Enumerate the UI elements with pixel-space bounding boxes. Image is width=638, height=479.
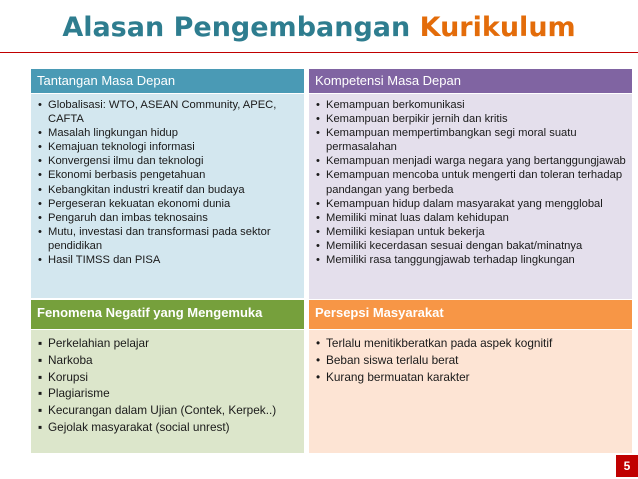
fenomena-body: [31, 330, 304, 453]
page-number: 5: [616, 455, 638, 477]
list-item: • Pengaruh dan imbas teknosains: [37, 211, 298, 225]
title-main: Alasan Pengembangan: [62, 12, 420, 43]
list-item: ▪ Plagiarisme: [37, 385, 298, 402]
list-item: ▪ Perkelahian pelajar: [37, 335, 298, 352]
list-item: • Mutu, investasi dan transformasi pada sektor pendidikan: [37, 225, 298, 253]
list-item: • Memiliki minat luas dalam kehidupan: [315, 211, 626, 225]
list-item: ▪ Kecurangan dalam Ujian (Contek, Kerpek..): [37, 402, 298, 419]
list-item: ▪ Narkoba: [37, 352, 298, 369]
list-item: • Kemampuan mempertimbangkan segi moral suatu permasalahan: [315, 126, 626, 154]
list-item: • Kemampuan berkomunikasi: [315, 98, 626, 112]
list-item: • Pergeseran kekuatan ekonomi dunia: [37, 197, 298, 211]
tantangan-header: Tantangan Masa Depan: [31, 69, 304, 93]
persepsi-list: [315, 335, 626, 386]
persepsi-body: [309, 330, 632, 453]
list-item: • Ekonomi berbasis pengetahuan: [37, 168, 298, 182]
persepsi-header: Persepsi Masyarakat: [309, 299, 632, 329]
list-item: ▪ Gejolak masyarakat (social unrest): [37, 419, 298, 436]
list-item: • Kemampuan menjadi warga negara yang bertanggungjawab: [315, 154, 626, 168]
list-item: ▪ Korupsi: [37, 369, 298, 386]
list-item: • Hasil TIMSS dan PISA: [37, 253, 298, 267]
list-item: • Konvergensi ilmu dan teknologi: [37, 154, 298, 168]
list-item: • Kemampuan hidup dalam masyarakat yang mengglobal: [315, 197, 626, 211]
list-item: • Memiliki kesiapan untuk bekerja: [315, 225, 626, 239]
fenomena-list: [37, 335, 298, 436]
list-item: • Kurang bermuatan karakter: [315, 369, 626, 386]
list-item: • Kemampuan berpikir jernih dan kritis: [315, 112, 626, 126]
list-item: • Beban siswa terlalu berat: [315, 352, 626, 369]
list-item: • Globalisasi: WTO, ASEAN Community, APEC, CAFTA: [37, 98, 298, 126]
list-item: • Masalah lingkungan hidup: [37, 126, 298, 140]
list-item: • Kemampuan mencoba untuk mengerti dan toleran terhadap pandangan yang berbeda: [315, 168, 626, 196]
list-item: • Kemajuan teknologi informasi: [37, 140, 298, 154]
title-accent: Kurikulum: [419, 12, 576, 43]
title-divider: [0, 52, 638, 53]
tantangan-list: [37, 98, 298, 267]
list-item: • Memiliki rasa tanggungjawab terhadap lingkungan: [315, 253, 626, 267]
list-item: • Memiliki kecerdasan sesuai dengan bakat/minatnya: [315, 239, 626, 253]
tantangan-body: [31, 94, 304, 298]
page-title: [0, 12, 638, 43]
kompetensi-body: [309, 94, 632, 300]
list-item: • Kebangkitan industri kreatif dan budaya: [37, 183, 298, 197]
list-item: • Terlalu menitikberatkan pada aspek kognitif: [315, 335, 626, 352]
kompetensi-header: Kompetensi Masa Depan: [309, 69, 632, 93]
fenomena-header: Fenomena Negatif yang Mengemuka: [31, 299, 304, 329]
kompetensi-list: [315, 98, 626, 267]
